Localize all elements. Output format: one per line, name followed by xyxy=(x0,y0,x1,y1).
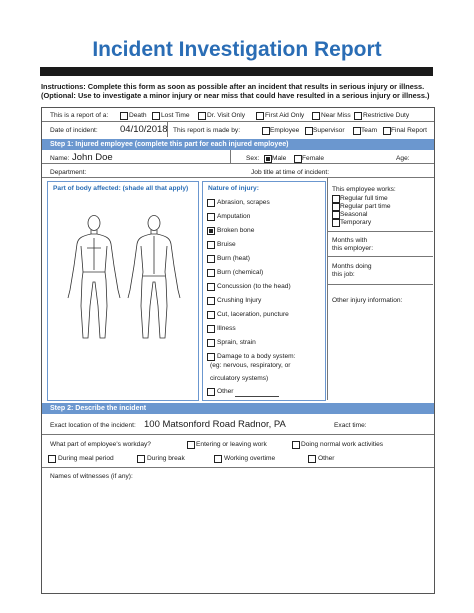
row-divider xyxy=(42,177,434,178)
sex-female-checkbox[interactable] xyxy=(294,155,302,163)
report-type-death-checkbox[interactable] xyxy=(120,112,128,120)
injury-checkbox[interactable] xyxy=(207,269,215,277)
injury-checkbox[interactable] xyxy=(207,353,215,361)
sex-male-label: Male xyxy=(272,155,287,162)
workday-normal-work-checkbox[interactable] xyxy=(292,441,300,449)
injury-label: Illness xyxy=(217,325,236,332)
workday-meal-period-checkbox[interactable] xyxy=(48,455,56,463)
injury-label: Broken bone xyxy=(217,227,255,234)
nature-of-injury-heading: Nature of injury: xyxy=(208,185,259,192)
workday-overtime-label: Working overtime xyxy=(224,455,276,462)
row-divider xyxy=(328,231,433,232)
injury-checkbox[interactable] xyxy=(207,297,215,305)
witnesses-label: Names of witnesses (if any): xyxy=(50,473,133,480)
works-regular-part-time-checkbox[interactable] xyxy=(332,203,340,211)
injury-other-label: Other xyxy=(217,388,234,395)
report-type-label: This is a report of a: xyxy=(50,112,109,119)
report-type-death-label: Death xyxy=(129,112,147,119)
injury-label: Cut, laceration, puncture xyxy=(217,311,289,318)
months-doing-label-line1: Months doing xyxy=(332,263,372,270)
works-regular-part-time-label: Regular part time xyxy=(340,203,391,210)
injury-other-field[interactable] xyxy=(235,396,279,397)
department-label: Department: xyxy=(50,169,87,176)
report-type-restrictive-duty-label: Restrictive Duty xyxy=(363,112,410,119)
works-regular-full-time-label: Regular full time xyxy=(340,195,388,202)
date-of-incident-value[interactable]: 04/10/2018 xyxy=(120,124,168,135)
report-type-restrictive-duty-checkbox[interactable] xyxy=(354,112,362,120)
made-by-supervisor-checkbox[interactable] xyxy=(305,127,313,135)
works-seasonal-checkbox[interactable] xyxy=(332,211,340,219)
injury-label: Burn (chemical) xyxy=(217,269,264,276)
made-by-team-checkbox[interactable] xyxy=(353,127,361,135)
works-heading: This employee works: xyxy=(332,186,396,193)
workday-other-checkbox[interactable] xyxy=(308,455,316,463)
report-type-lost-time-label: Lost Time xyxy=(161,112,190,119)
months-employer-label-line1: Months with xyxy=(332,237,368,244)
report-type-first-aid-label: First Aid Only xyxy=(265,112,305,119)
exact-time-label: Exact time: xyxy=(334,422,367,429)
injury-label: Amputation xyxy=(217,213,251,220)
workday-overtime-checkbox[interactable] xyxy=(214,455,222,463)
page-title: Incident Investigation Report xyxy=(92,38,382,61)
row-divider xyxy=(328,256,433,257)
row-divider xyxy=(328,284,433,285)
title-divider-bar xyxy=(40,67,433,76)
injury-checkbox[interactable] xyxy=(207,283,215,291)
injury-label: Concussion (to the head) xyxy=(217,283,291,290)
works-regular-full-time-checkbox[interactable] xyxy=(332,195,340,203)
other-injury-info-label: Other injury information: xyxy=(332,297,403,304)
works-temporary-label: Temporary xyxy=(340,219,372,226)
made-by-employee-label: Employee xyxy=(270,127,300,134)
damage-note-line2: circulatory systems) xyxy=(210,375,269,382)
step1-header: Step 1: Injured employee (complete this part for each injured employee) xyxy=(50,141,289,148)
instructions-text: Instructions: Complete this form as soon as possible after an incident that results in serious injury or illness. (Optional: Use to investigate a minor injury or near miss that could have resulted in a serious injury or illness.) xyxy=(41,82,430,101)
works-seasonal-label: Seasonal xyxy=(340,211,368,218)
made-by-final-report-checkbox[interactable] xyxy=(383,127,391,135)
report-type-first-aid-checkbox[interactable] xyxy=(256,112,264,120)
body-back-figure xyxy=(128,216,180,339)
made-by-label: This report is made by: xyxy=(173,127,241,134)
report-type-near-miss-checkbox[interactable] xyxy=(312,112,320,120)
row-divider xyxy=(42,163,434,164)
injury-checkbox[interactable] xyxy=(207,255,215,263)
injury-label: Crushing Injury xyxy=(217,297,262,304)
works-temporary-checkbox[interactable] xyxy=(332,219,340,227)
injury-other-checkbox[interactable] xyxy=(207,388,215,396)
months-employer-label-line2: this employer: xyxy=(332,245,374,252)
made-by-final-report-label: Final Report xyxy=(391,127,427,134)
sex-label: Sex: xyxy=(246,155,260,162)
step2-header: Step 2: Describe the incident xyxy=(50,405,147,412)
injury-label: Abrasion, scrapes xyxy=(217,199,270,206)
months-doing-label-line2: this job: xyxy=(332,271,355,278)
workday-break-checkbox[interactable] xyxy=(137,455,145,463)
workday-normal-work-label: Doing normal work activities xyxy=(301,441,384,448)
workday-break-label: During break xyxy=(147,455,185,462)
job-title-label: Job title at time of incident: xyxy=(251,169,330,176)
injury-checkbox[interactable] xyxy=(207,241,215,249)
damage-note-line1: (eg: nervous, respiratory, or xyxy=(210,362,291,369)
injury-checkbox[interactable] xyxy=(207,339,215,347)
sex-male-checkbox[interactable] xyxy=(264,155,272,163)
report-type-dr-visit-checkbox[interactable] xyxy=(198,112,206,120)
injury-label: Sprain, strain xyxy=(217,339,256,346)
row-divider xyxy=(42,434,434,435)
body-part-heading: Part of body affected: (shade all that apply) xyxy=(53,185,189,192)
injury-checkbox[interactable] xyxy=(207,311,215,319)
workday-label: What part of employee's workday? xyxy=(50,441,151,448)
injury-checkbox[interactable] xyxy=(207,325,215,333)
injury-label: Burn (heat) xyxy=(217,255,250,262)
made-by-employee-checkbox[interactable] xyxy=(262,127,270,135)
injury-label: Bruise xyxy=(217,241,236,248)
workday-other-label: Other xyxy=(318,455,335,462)
sex-female-label: Female xyxy=(302,155,324,162)
report-type-lost-time-checkbox[interactable] xyxy=(152,112,160,120)
location-label: Exact location of the incident: xyxy=(50,422,136,429)
workday-entering-leaving-label: Entering or leaving work xyxy=(196,441,267,448)
body-diagram[interactable] xyxy=(60,214,186,344)
age-label: Age: xyxy=(396,155,410,162)
body-front-figure xyxy=(68,216,120,339)
made-by-supervisor-label: Supervisor xyxy=(313,127,345,134)
location-value[interactable]: 100 Matsonford Road Radnor, PA xyxy=(144,419,286,430)
workday-entering-leaving-checkbox[interactable] xyxy=(187,441,195,449)
injury-checkbox[interactable] xyxy=(207,213,215,221)
date-of-incident-label: Date of incident: xyxy=(50,127,98,134)
report-type-near-miss-label: Near Miss xyxy=(321,112,351,119)
made-by-team-label: Team xyxy=(361,127,378,134)
injury-checkbox[interactable] xyxy=(207,227,215,235)
injury-checkbox[interactable] xyxy=(207,199,215,207)
cell-divider xyxy=(167,121,168,137)
injury-label: Damage to a body system: xyxy=(217,353,296,360)
row-divider xyxy=(42,467,434,468)
row-divider xyxy=(42,121,434,122)
cell-divider xyxy=(230,150,231,163)
workday-meal-period-label: During meal period xyxy=(58,455,114,462)
name-label: Name: xyxy=(50,155,70,162)
report-type-dr-visit-label: Dr. Visit Only xyxy=(207,112,245,119)
cell-divider xyxy=(327,178,328,400)
name-value[interactable]: John Doe xyxy=(72,152,113,163)
